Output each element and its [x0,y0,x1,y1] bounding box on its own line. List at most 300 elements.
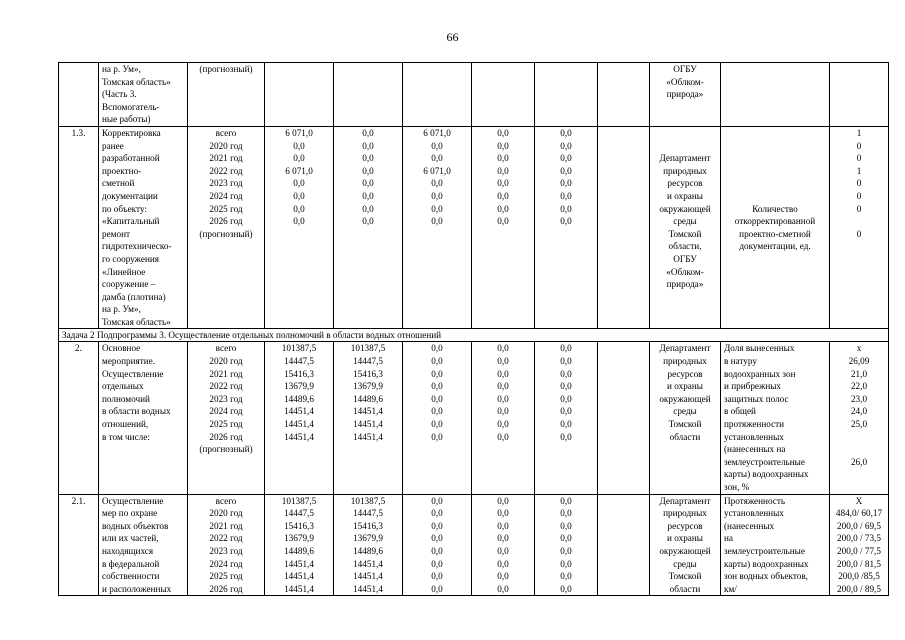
activity-name-cell [99,342,188,494]
cell-line: 14451,4 [353,558,383,569]
cell-line: го сооружения [102,253,160,264]
cell-line: 0 [856,190,862,201]
cell-line: 0,0 [497,520,509,531]
cell-line: (нанесенных на [724,444,786,455]
cell-line: дамба (плотина) [102,291,166,302]
cell-line: в натуру [724,356,757,367]
cell-line: Томской [668,228,702,239]
cell-line: 200,0 / 81,5 [837,558,881,569]
cell-line: водных объектов [102,520,169,531]
activity-name-cell [99,63,188,127]
cell-line: 1 [856,165,862,176]
cell-line: 2022 год [209,381,243,392]
cell-line: 0,0 [497,495,509,506]
cell-line: Основное [102,343,141,354]
cell-line: 0,0 [560,583,572,594]
cell-line: зон, % [724,482,750,492]
cell-line: 0,0 [497,127,509,138]
year-cell [188,63,265,127]
cell-line: 2021 год [209,368,243,379]
executor-cell [650,126,721,329]
cell-line: х [856,343,862,354]
cell-line: 14447,5 [284,508,314,519]
cell-line: 0,0 [431,508,443,519]
value-cell [830,63,889,127]
cell-line: 22,0 [850,381,868,392]
cell-line: откорректированной [734,216,816,227]
cell-line: 23,0 [850,393,868,404]
cell-line: 101387,5 [281,343,317,354]
cell-line: Протяженность [724,495,786,506]
cell-line: ранее [102,140,124,151]
cell-line: 0,0 [431,190,443,201]
cell-line: или их частей, [102,533,159,544]
amount-cell [472,63,535,127]
cell-line: 0,0 [560,216,572,227]
cell-line: среды [673,216,697,227]
cell-line: 0,0 [431,140,443,151]
cell-line: 0,0 [293,190,305,201]
empty-cell [598,342,650,494]
amount-cell [265,63,334,127]
cell-line: 0,0 [431,356,443,367]
spacer [721,152,829,165]
row-number-cell: 1.3. [59,126,99,329]
cell-line: среды [673,558,697,569]
cell-line: 0,0 [431,583,443,594]
cell-line: 15416,3 [353,368,383,379]
cell-line: 2025 год [209,203,243,214]
cell-line: 0,0 [560,393,572,404]
cell-line: 0,0 [560,419,572,430]
cell-line [830,443,888,456]
table-row [59,63,889,127]
cell-line: 0,0 [497,190,509,201]
cell-line: ные работы) [102,114,151,125]
total-amount-cell [265,126,334,329]
cell-line: 0,0 [431,558,443,569]
indicator-cell [721,342,830,494]
cell-line: разработанной [102,153,160,164]
cell-line: 0,0 [560,545,572,556]
cell-line: 14451,4 [284,558,314,569]
cell-line: в области водных [102,406,171,417]
cell-line: 2025 год [209,419,243,430]
cell-line: ремонт [102,228,131,239]
cell-line: собственности [102,571,160,582]
cell-line: всего [215,495,237,506]
cell-line: документации [102,190,158,201]
cell-line: 0,0 [560,356,572,367]
cell-line: 26,09 [848,356,870,367]
cell-line: 101387,5 [281,495,317,506]
cell-line: 0,0 [497,203,509,214]
cell-line: 0,0 [431,153,443,164]
cell-line: 0,0 [497,356,509,367]
cell-line: «Облком- [666,266,704,277]
empty-cell [598,494,650,596]
cell-line: 24,0 [850,406,868,417]
cell-line: 13679,9 [353,533,383,544]
cell-line: 200,0 / 77,5 [837,545,881,556]
cell-line: 0,0 [560,381,572,392]
cell-line: и расположенных [102,583,172,594]
cell-line: 0,0 [497,533,509,544]
local-amount-cell [472,342,535,494]
cell-line: землеустроительные [724,545,805,556]
cell-line: (прогнозный) [199,228,253,239]
cell-line: 0,0 [362,153,374,164]
cell-line: установленных [724,508,784,519]
cell-line: 0,0 [497,571,509,582]
cell-line: 6 071,0 [423,165,451,176]
cell-line: 0,0 [497,343,509,354]
cell-line: Томской [668,419,702,430]
cell-line: на р. Ум», [102,64,141,74]
row-number-cell [59,63,99,127]
cell-line: ресурсов [667,368,703,379]
federal-amount-cell [334,342,403,494]
cell-line: природных [663,356,707,367]
cell-line: 200,0 / 89,5 [837,583,881,594]
cell-line: области, [668,241,702,252]
cell-line: 2024 год [209,406,243,417]
cell-line: 0,0 [560,190,572,201]
cell-line: 6 071,0 [285,165,313,176]
cell-line: защитных полос [724,393,789,404]
total-amount-cell [265,342,334,494]
cell-line: 101387,5 [350,495,386,506]
cell-line: 0,0 [431,431,443,442]
cell-line: мероприятие. [102,356,156,367]
cell-line: 13679,9 [284,533,314,544]
cell-line: 0,0 [560,343,572,354]
cell-line: проектно- [102,165,142,176]
page-number: 66 [446,30,459,44]
regional-amount-cell [403,126,472,329]
cell-line: 484,0/ 60,17 [835,508,883,519]
cell-line: 2020 год [209,140,243,151]
cell-line: 0,0 [431,178,443,189]
cell-line: 2023 год [209,545,243,556]
cell-line: 0,0 [362,190,374,201]
cell-line: 2025 год [209,571,243,582]
cell-line: 0 [856,203,862,214]
indicator-cell [721,126,830,329]
executor-cell [650,494,721,596]
cell-line: 0,0 [560,571,572,582]
cell-line: окружающей [659,545,711,556]
spacer [721,190,829,203]
cell-line: Томская область» [102,316,171,327]
cell-line: 0,0 [293,216,305,227]
cell-line: Вспомогатель- [102,101,160,112]
value-cell [830,494,889,596]
cell-line: природных [663,508,707,519]
cell-line: 0,0 [497,419,509,430]
cell-line: 0,0 [362,127,374,138]
amount-cell [334,63,403,127]
cell-line: 13679,9 [284,381,314,392]
other-amount-cell [535,126,598,329]
program-table [58,62,889,596]
cell-line: 0,0 [560,165,572,176]
cell-line: 2026 год [209,583,243,594]
indicator-cell [721,63,830,127]
cell-line: 2026 год [209,216,243,227]
cell-line: 14447,5 [353,508,383,519]
cell-line: 2026 год [209,431,243,442]
cell-line: протяженности [724,419,785,430]
cell-line: 0 [856,153,862,164]
task-heading: Задача 2 Подпрограммы 3. Осуществление отдельных полномочий в области водных отношений [59,329,889,342]
cell-line: 0,0 [560,140,572,151]
cell-line: 1 [856,127,862,138]
cell-line: полномочий [102,393,150,404]
cell-line: 0,0 [362,203,374,214]
spacer [721,140,829,153]
cell-line: 0,0 [560,127,572,138]
cell-line: ресурсов [667,178,703,189]
cell-line: 14451,4 [284,431,314,442]
cell-line: документации, ед. [739,241,811,252]
cell-line: 0,0 [497,216,509,227]
table-row [59,342,889,494]
cell-line: карты) водоохранных [724,558,809,569]
cell-line: 0,0 [293,140,305,151]
cell-line: 0,0 [497,558,509,569]
executor-cell [650,342,721,494]
cell-line: 0,0 [497,381,509,392]
activity-name-cell [99,494,188,596]
cell-line: 0,0 [431,368,443,379]
cell-line: окружающей [659,203,711,214]
cell-line: отдельных [102,381,144,392]
cell-line: всего [215,343,237,354]
cell-line: 0,0 [497,368,509,379]
spacer [650,140,720,153]
other-amount-cell [535,494,598,596]
cell-line: 0,0 [293,153,305,164]
cell-line: 15416,3 [353,520,383,531]
cell-line: 0,0 [497,431,509,442]
cell-line: в том числе: [102,431,150,442]
cell-line: (прогнозный) [199,64,253,74]
cell-line: ОГБУ [673,64,697,74]
cell-line: по объекту: [102,203,147,214]
empty-cell [598,126,650,329]
cell-line: 0,0 [431,216,443,227]
cell-line: 0,0 [431,571,443,582]
year-cell [188,342,265,494]
cell-line: 0,0 [497,508,509,519]
cell-line: 14447,5 [353,356,383,367]
cell-line: 0,0 [560,431,572,442]
cell-line: 2024 год [209,558,243,569]
spacer [721,177,829,190]
cell-line: 0,0 [362,216,374,227]
cell-line: км/ [724,583,737,594]
cell-line: 0,0 [431,381,443,392]
cell-line: всего [215,127,237,138]
cell-line: 14451,4 [284,419,314,430]
cell-line: 14451,4 [284,571,314,582]
cell-line: и охраны [667,190,703,201]
cell-line: мер по охране [102,508,158,519]
cell-line: области [669,583,701,594]
cell-line: Осуществление [102,368,164,379]
cell-line: 0,0 [293,178,305,189]
cell-line: и охраны [667,533,703,544]
cell-line: проектно-сметной [739,228,811,239]
cell-line: 0,0 [560,558,572,569]
cell-line: 0 [856,228,862,239]
cell-line: Х [855,495,863,506]
cell-line: 0,0 [431,419,443,430]
cell-line: 0,0 [431,533,443,544]
cell-line [830,215,888,228]
cell-line: 14451,4 [353,571,383,582]
cell-line: Количество [752,203,798,214]
spacer [721,165,829,178]
year-cell [188,494,265,596]
cell-line: 14451,4 [353,431,383,442]
year-cell [188,126,265,329]
cell-line: природных [663,165,707,176]
cell-line: 6 071,0 [423,127,451,138]
cell-line: установленных [724,431,784,442]
spacer [650,127,720,140]
cell-line: 0,0 [560,368,572,379]
cell-line: в федеральной [102,558,160,569]
cell-line: карты) водоохранных [724,469,809,480]
cell-line: 2022 год [209,165,243,176]
spacer [721,127,829,140]
cell-line: 0,0 [560,406,572,417]
cell-line: 0,0 [497,583,509,594]
cell-line: 14451,4 [353,406,383,417]
federal-amount-cell [334,126,403,329]
total-amount-cell [265,494,334,596]
cell-line: Томская область» [102,76,171,87]
cell-line: ресурсов [667,520,703,531]
cell-line: окружающей [659,393,711,404]
table-row [59,494,889,596]
cell-line: природа» [666,89,704,100]
cell-line: 101387,5 [350,343,386,354]
cell-line: 2022 год [209,533,243,544]
cell-line: 0 [856,140,862,151]
cell-line: 200,0 / 73,5 [837,533,881,544]
cell-line: 2021 год [209,520,243,531]
cell-line: сметной [102,178,135,189]
value-cell [830,126,889,329]
cell-line: находящихся [102,545,154,556]
cell-line: на р. Ум», [102,304,141,315]
cell-line: 2023 год [209,393,243,404]
cell-line: 13679,9 [353,381,383,392]
cell-line: 0,0 [431,545,443,556]
cell-line: 0,0 [560,153,572,164]
cell-line: 0,0 [497,545,509,556]
local-amount-cell [472,494,535,596]
cell-line: 0,0 [431,393,443,404]
row-number-cell: 2.1. [59,494,99,596]
cell-line: Департамент [659,343,711,354]
cell-line: (нанесенных [724,520,775,531]
cell-line: 0,0 [497,393,509,404]
cell-line: 0,0 [431,495,443,506]
regional-amount-cell [403,494,472,596]
cell-line: 0,0 [293,203,305,214]
cell-line: 2021 год [209,153,243,164]
cell-line: 14451,4 [353,419,383,430]
cell-line: Департамент [659,153,711,164]
cell-line: землеустроительные [724,456,805,467]
cell-line: 2023 год [209,178,243,189]
table-row [59,126,889,329]
cell-line: 14489,6 [284,545,314,556]
cell-line: 0,0 [560,203,572,214]
cell-line: 14489,6 [353,545,383,556]
cell-line: и прибрежных [724,381,782,392]
row-number-cell: 2. [59,342,99,494]
cell-line: Осуществление [102,495,164,506]
cell-line: 0,0 [560,533,572,544]
cell-line: «Капитальный [102,216,160,227]
cell-line [830,431,888,444]
cell-line: 0,0 [431,406,443,417]
cell-line: 0,0 [431,203,443,214]
cell-line: (прогнозный) [199,444,253,455]
cell-line: 0,0 [362,140,374,151]
federal-amount-cell [334,494,403,596]
cell-line: ОГБУ [673,253,697,264]
cell-line: среды [673,406,697,417]
cell-line: в общей [724,406,756,417]
cell-line: 0,0 [560,508,572,519]
cell-line: 14447,5 [284,356,314,367]
cell-line: Департамент [659,495,711,506]
cell-line: 6 071,0 [285,127,313,138]
cell-line: 0,0 [497,140,509,151]
other-amount-cell [535,342,598,494]
cell-line: 0,0 [560,178,572,189]
task-row [59,329,889,342]
cell-line: 0,0 [431,343,443,354]
cell-line: отношений, [102,419,149,430]
cell-line: на [724,533,733,544]
cell-line: 14489,6 [353,393,383,404]
cell-line: 2020 год [209,508,243,519]
cell-line: зон водных объектов, [724,571,808,582]
cell-line: 15416,3 [284,520,314,531]
cell-line: 2020 год [209,356,243,367]
cell-line: 0 [856,178,862,189]
cell-line: природа» [666,279,704,290]
cell-line: 14489,6 [284,393,314,404]
amount-cell [598,63,650,127]
cell-line: водоохранных зон [724,368,796,379]
cell-line: области [669,431,701,442]
cell-line: Корректировка [102,127,161,138]
cell-line: 21,0 [850,368,868,379]
cell-line: 0,0 [497,153,509,164]
cell-line: сооружение – [102,279,156,290]
cell-line: «Линейное [102,266,146,277]
cell-line: 0,0 [362,178,374,189]
cell-line: 200,0 /85,5 [838,571,880,582]
